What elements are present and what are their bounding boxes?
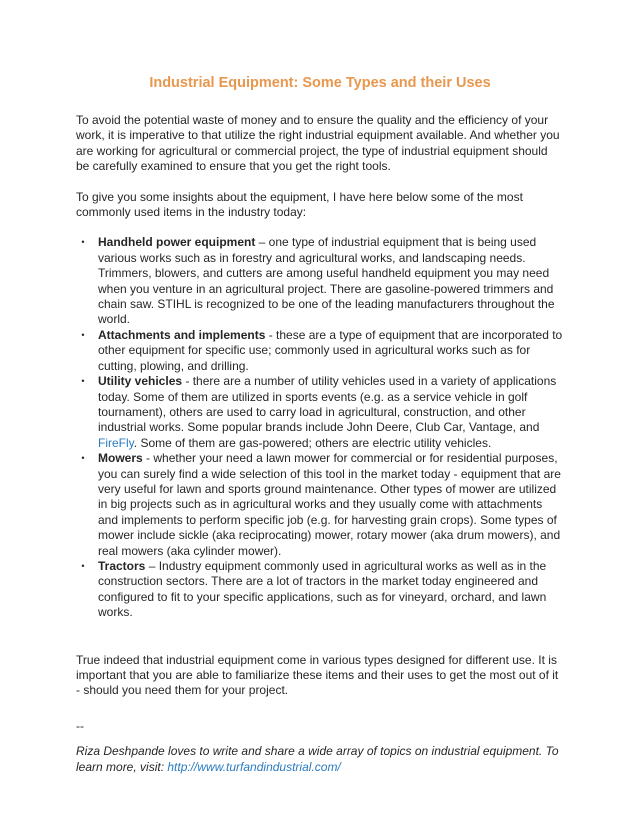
item-text: - there are a number of utility vehicles used in a variety of applications today. Some of them are utilized in sports events (e.g. as a service vehicle in golf tournament), others are used to carry load in agricultural, construction, and other industrial works. Some popular brands include John Deere, Club Car, Vantage, and [98, 374, 557, 435]
author-signature [76, 744, 564, 775]
bullet-icon: • [81, 237, 85, 248]
list-item-handheld-power-equipment [76, 235, 564, 327]
item-text: - these are a type of equipment that are incorporated to other equipment for specific use; commonly used in agricultural works such as for cutting, plowing, and drilling. [98, 327, 563, 373]
lead-paragraph: To give you some insights about the equipment, I have here below some of the most commonly used items in the industry today: [76, 189, 523, 220]
equipment-list [76, 235, 564, 620]
item-term: Tractors [98, 558, 146, 573]
item-text: – one type of industrial equipment that is being used various works such as in forestry and agricultural works, and landscaping needs. Trimmers, blowers, and cutters are among useful handheld equipment you may need when you venture in an agricultural project. There are gasoline-powered trimmers and chain saw. STIHL is recognized to be one of the leading manufacturers throughout the world. [98, 235, 555, 327]
item-term: Attachments and implements [98, 327, 266, 342]
bullet-icon: • [81, 560, 85, 571]
bullet-icon: • [81, 453, 85, 464]
document-body [76, 74, 564, 775]
item-term: Mowers [98, 451, 143, 466]
website-link[interactable]: http://www.turfandindustrial.com/ [167, 759, 341, 774]
item-term: Handheld power equipment [98, 235, 256, 250]
separator: -- [76, 718, 84, 733]
list-item-tractors [76, 559, 564, 621]
bullet-icon: • [81, 376, 85, 387]
signature-text: Riza Deshpande loves to write and share a wide array of topics on industrial equipment. To learn more, visit: [76, 744, 559, 774]
list-item-utility-vehicles [76, 374, 564, 451]
firefly-link[interactable]: FireFly [98, 435, 134, 450]
intro-paragraph: To avoid the potential waste of money and to ensure the quality and the efficiency of your work, it is imperative to that utilize the right industrial equipment available. And whether you are working for agricultural or commercial project, the type of industrial equipment should be carefully examined to ensure that you get the right tools. [76, 113, 560, 174]
item-term: Utility vehicles [98, 374, 183, 389]
item-text: - whether your need a lawn mower for commercial or for residential purposes, you can surely find a wide selection of this tool in the market today - equipment that are very useful for lawn and sports ground maintenance. Other types of mower are utilized in big projects such as in agricultural works and they usually come with attachments and implements to perform specific job (e.g. for harvesting grain crops). Some types of mower include sickle (aka reciprocating) mower, rotary mower (aka drum mowers), and real mowers (aka cylinder mower). [98, 451, 561, 558]
list-item-mowers [76, 451, 564, 559]
item-text-after-link: . Some of them are gas-powered; others are electric utility vehicles. [133, 435, 492, 450]
document-title: Industrial Equipment: Some Types and their Uses [149, 75, 491, 91]
list-item-attachments-and-implements [76, 328, 564, 374]
item-text: – Industry equipment commonly used in agricultural works as well as in the construction sectors. There are a lot of tractors in the market today engineered and configured to fit to your specific applications, such as for vineyard, orchard, and lawn works. [98, 558, 547, 620]
closing-paragraph: True indeed that industrial equipment come in various types designed for different use. It is important that you are able to familiarize these items and their uses to get the most out of it - should you need them for your project. [76, 652, 559, 698]
bullet-icon: • [81, 329, 85, 340]
